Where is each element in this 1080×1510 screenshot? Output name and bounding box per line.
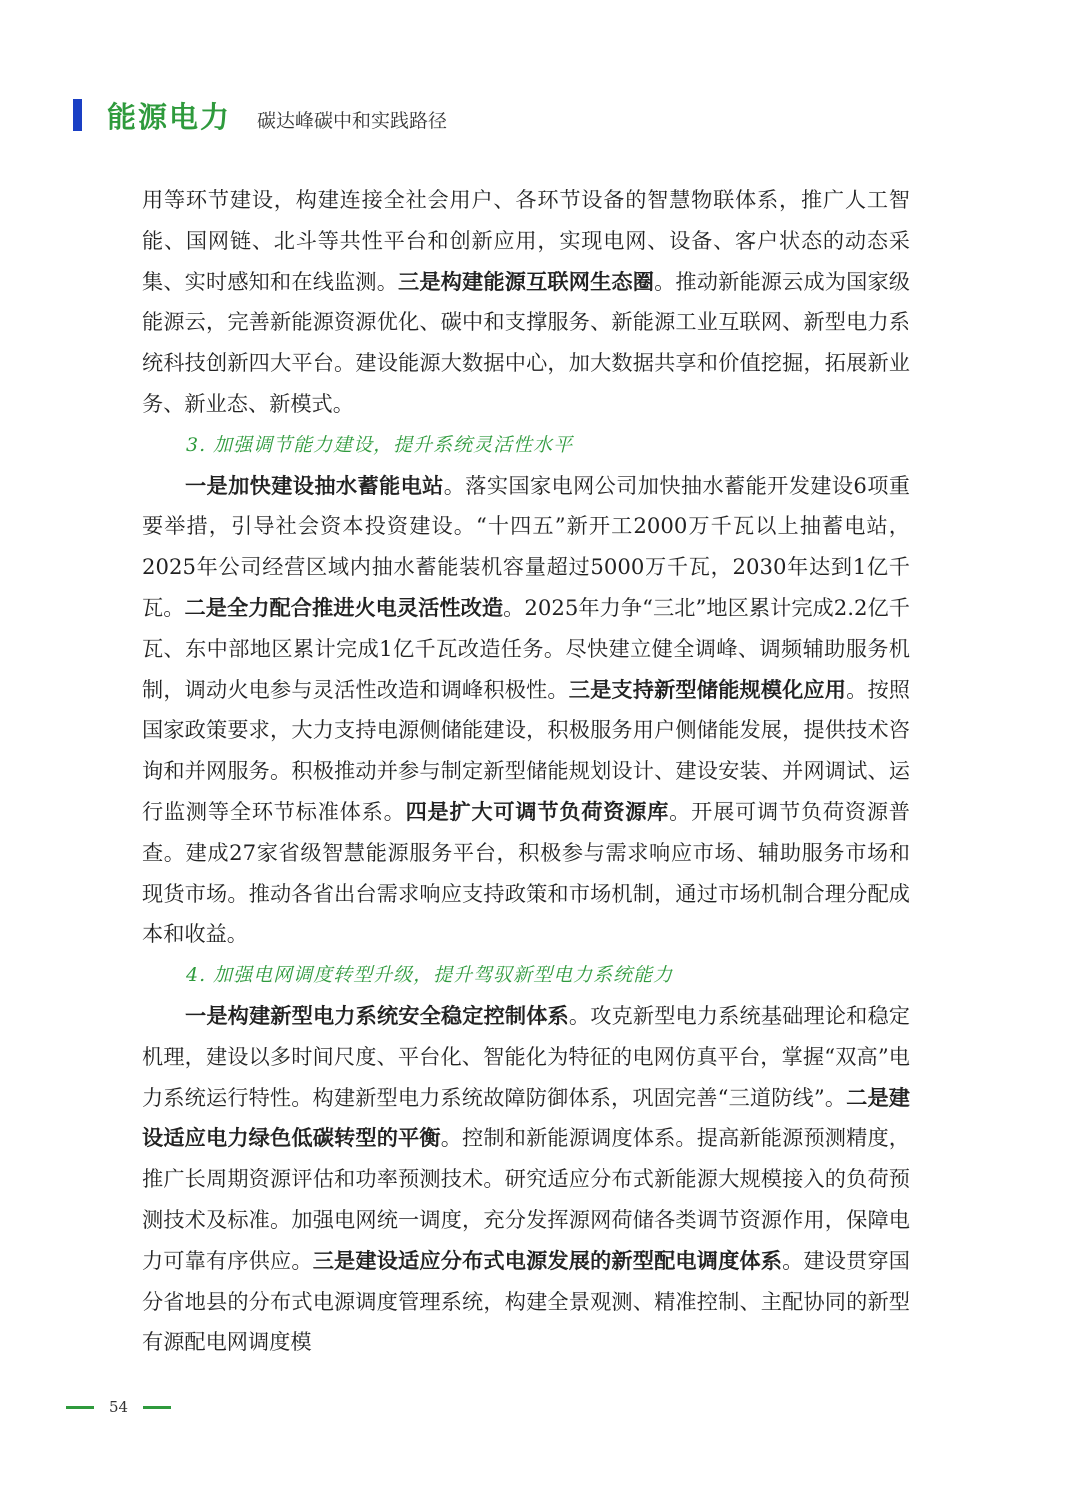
paragraph-regulation-capacity xyxy=(142,466,910,956)
book-title: 碳达峰碳中和实践路径 xyxy=(257,109,448,132)
bold-lead-phrase: 三是支持新型储能规模化应用 xyxy=(568,676,847,702)
page-header xyxy=(73,98,447,132)
section-heading-4: 4. 加强电网调度转型升级，提升驾驭新型电力系统能力 xyxy=(186,964,674,987)
bold-lead-phrase: 二是全力配合推进火电灵活性改造 xyxy=(184,594,504,620)
section-title: 能源电力 xyxy=(107,99,232,134)
bold-lead-phrase: 二是建设适应电力绿色低碳转型的平衡 xyxy=(142,1084,910,1151)
text-run: 用等环节建设，构建连接全社会用户、各环节设备的智慧物联体系，推广人工智能、国网链、北斗等共性平台和创新应用，实现电网、设备、客户状态的动态采集、实时感知和在线监测。 xyxy=(142,187,910,294)
text-run: 。推动新能源云成为国家级能源云，完善新能源资源优化、碳中和支撑服务、新能源工业互联网、新型电力系统科技创新四大平台。建设能源大数据中心，加大数据共享和价值挖掘，拓展新业务、新业态、新模式。 xyxy=(142,268,910,416)
text-run: 。开展可调节负荷资源普查。建成27家省级智慧能源服务平台，积极参与需求响应市场、辅助服务市场和现货市场。推动各省出台需求响应支持政策和市场机制，通过市场机制合理分配成本和收益。 xyxy=(142,798,910,947)
text-run: 。落实国家电网公司加快抽水蓄能开发建设6项重要举措，引导社会资本投资建设。“十四五”新开工2000万千瓦以上抽蓄电站，2025年公司经营区域内抽水蓄能装机容量超过5000万千瓦，2030年达到1亿千瓦。 xyxy=(142,472,910,620)
bold-lead-phrase: 一是构建新型电力系统安全稳定控制体系 xyxy=(185,1002,569,1028)
text-run: 。2025年力争“三北”地区累计完成2.2亿千瓦、东中部地区累计完成1亿千瓦改造任务。尽快建立健全调峰、调频辅助服务机制，调动火电参与灵活性改造和调峰积极性。 xyxy=(142,594,910,702)
text-run: 。控制和新能源调度体系。提高新能源预测精度，推广长周期资源评估和功率预测技术。研究适应分布式新能源大规模接入的负荷预测技术及标准。加强电网统一调度，充分发挥源网荷储各类调节资源作用，保障电力可靠有序供应。 xyxy=(142,1125,910,1273)
footer-line-right xyxy=(143,1406,171,1409)
page-number: 54 xyxy=(109,1398,129,1416)
bold-lead-phrase: 三是构建能源互联网生态圈 xyxy=(398,268,655,294)
bold-lead-phrase: 四是扩大可调节负荷资源库 xyxy=(405,798,670,824)
text-run: 。攻克新型电力系统基础理论和稳定机理，建设以多时间尺度、平台化、智能化为特征的电网仿真平台，掌握“双高”电力系统运行特性。构建新型电力系统故障防御体系，巩固完善“三道防线”。 xyxy=(142,1002,910,1110)
paragraph-dispatch-upgrade xyxy=(142,996,910,1363)
footer-line-left xyxy=(66,1406,94,1409)
paragraph-ecosystem xyxy=(142,180,910,425)
bold-lead-phrase: 三是建设适应分布式电源发展的新型配电调度体系 xyxy=(312,1247,783,1273)
body-text xyxy=(142,180,910,1363)
section-heading-3: 3. 加强调节能力建设，提升系统灵活性水平 xyxy=(186,433,574,456)
header-accent-bar xyxy=(73,99,82,131)
text-run: 。建设贯穿国分省地县的分布式电源调度管理系统，构建全景观测、精准控制、主配协同的新型有源配电网调度模 xyxy=(142,1247,910,1355)
bold-lead-phrase: 一是加快建设抽水蓄能电站 xyxy=(185,472,444,498)
text-run: 。按照国家政策要求，大力支持电源侧储能建设，积极服务用户侧储能发展，提供技术咨询和并网服务。积极推动并参与制定新型储能规划设计、建设安装、并网调试、运行监测等全环节标准体系。 xyxy=(142,676,910,824)
page-footer xyxy=(66,1398,171,1416)
